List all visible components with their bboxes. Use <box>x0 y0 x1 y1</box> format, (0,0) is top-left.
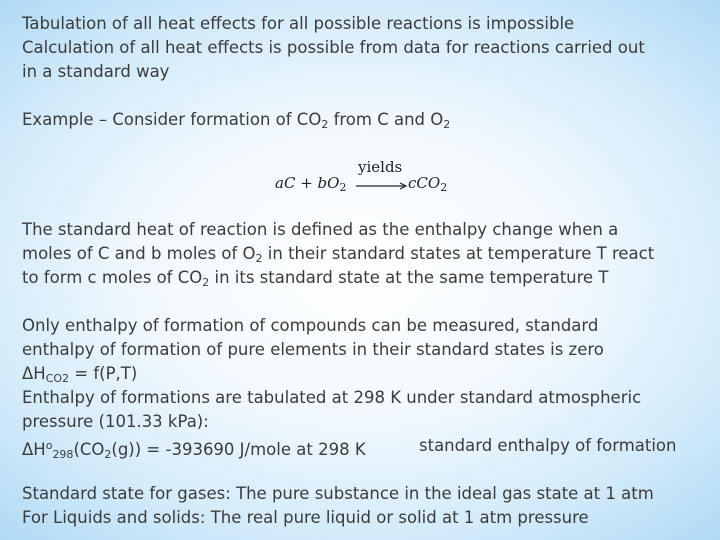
text-span: ΔH <box>22 440 46 459</box>
subscript: 2 <box>321 118 329 131</box>
text-span: in their standard states at temperature T react <box>262 244 655 263</box>
text-span: (CO <box>73 440 105 459</box>
subscript: 298 <box>52 448 74 461</box>
subscript: 2 <box>443 118 451 131</box>
subscript: 2 <box>255 252 263 265</box>
text-span: moles of C and b moles of O <box>22 244 256 263</box>
text-line: Only enthalpy of formation of compounds can be measured, standard <box>22 316 599 335</box>
text-line: For Liquids and solids: The real pure liquid or solid at 1 atm pressure <box>22 508 589 527</box>
text-span: = f(P,T) <box>69 364 138 383</box>
text-line: pressure (101.33 kPa): <box>22 412 209 431</box>
arrow-label: yields <box>358 158 403 176</box>
equation-reactants <box>275 174 346 194</box>
text-line: Enthalpy of formations are tabulated at 298 K under standard atmospheric <box>22 388 642 407</box>
text-span: cCO <box>408 174 441 192</box>
subscript: CO2 <box>45 372 70 385</box>
text-line-note: standard enthalpy of formation <box>419 436 677 455</box>
text-line: enthalpy of formation of pure elements in their standard states is zero <box>22 340 604 359</box>
text-line: in a standard way <box>22 62 170 81</box>
subscript: 2 <box>202 276 210 289</box>
text-span: aC + bO <box>275 174 340 192</box>
text-span: in its standard state at the same temperature T <box>209 268 609 287</box>
subscript: 2 <box>339 181 347 194</box>
text-line: The standard heat of reaction is defined as the enthalpy change when a <box>22 220 619 239</box>
text-line: Standard state for gases: The pure substance in the ideal gas state at 1 atm <box>22 484 654 503</box>
equation-products <box>408 174 447 194</box>
text-line: Calculation of all heat effects is possible from data for reactions carried out <box>22 38 645 57</box>
text-line <box>22 244 654 269</box>
subscript: 2 <box>440 181 448 194</box>
text-line <box>22 268 609 293</box>
text-line <box>22 364 137 389</box>
reaction-arrow-icon <box>356 182 408 190</box>
text-span: ΔH <box>22 364 46 383</box>
reaction-equation <box>0 158 720 198</box>
text-span: (g)) = -393690 J/mole at 298 K <box>111 440 366 459</box>
text-line: Tabulation of all heat effects for all possible reactions is impossible <box>22 14 575 33</box>
text-span: from C and O <box>328 110 444 129</box>
subscript: 2 <box>104 448 112 461</box>
text-line <box>22 436 366 465</box>
text-span: to form c moles of CO <box>22 268 203 287</box>
superscript: o <box>45 439 53 452</box>
text-span: Example – Consider formation of CO <box>22 110 322 129</box>
example-line <box>22 110 450 135</box>
